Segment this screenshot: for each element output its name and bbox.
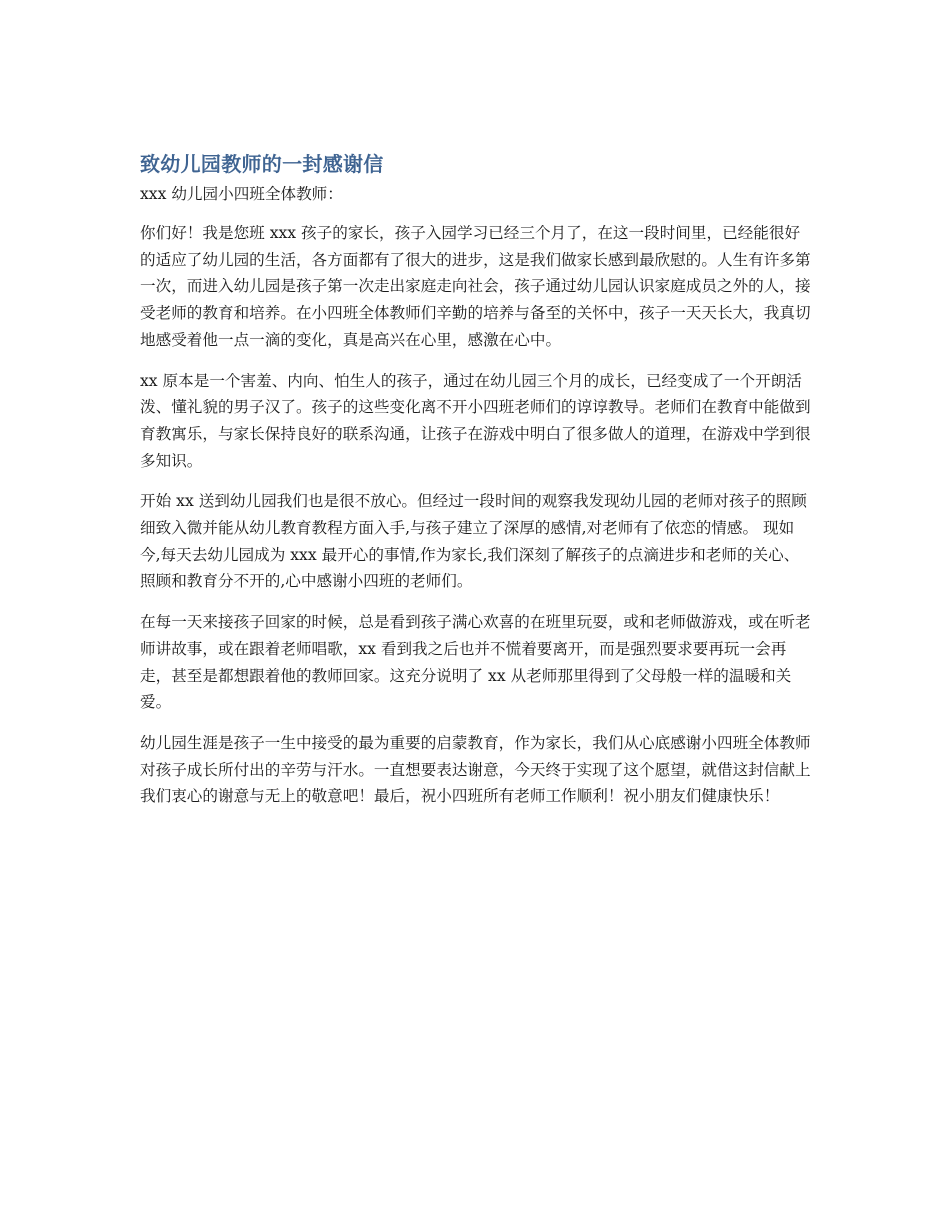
letter-paragraph: 幼儿园生涯是孩子一生中接受的最为重要的启蒙教育，作为家长，我们从心底感谢小四班全体教师对孩子成长所付出的辛劳与汗水。一直想要表达谢意，今天终于实现了这个愿望，就借这封信献上我们衷心的谢意与无上的敬意吧！最后，祝小四班所有老师工作顺利！祝小朋友们健康快乐！ bbox=[140, 733, 811, 806]
letter-paragraph: 在每一天来接孩子回家的时候，总是看到孩子满心欢喜的在班里玩耍，或和老师做游戏，或在听老师讲故事，或在跟着老师唱歌，xx 看到我之后也并不慌着要离开，而是强烈要求要再玩一会再走，甚至是都想跟着他的教师回家。这充分说明了 xx 从老师那里得到了父母般一样的温暖和关爱。 bbox=[140, 613, 811, 712]
letter-paragraph: xx 原本是一个害羞、内向、怕生人的孩子，通过在幼儿园三个月的成长，已经变成了一个开朗活泼、懂礼貌的男子汉了。孩子的这些变化离不开小四班老师们的谆谆教导。老师们在教育中能做到育教寓乐，与家长保持良好的联系沟通，让孩子在游戏中明白了很多做人的道理，在游戏中学到很多知识。 bbox=[140, 371, 811, 470]
letter-title: 致幼儿园教师的一封感谢信 bbox=[140, 152, 384, 176]
letter-page bbox=[140, 148, 812, 824]
letter-paragraph: 你们好！我是您班 xxx 孩子的家长，孩子入园学习已经三个月了，在这一段时间里，已经能很好的适应了幼儿园的生活，各方面都有了很大的进步，这是我们做家长感到最欣慰的。人生有许多第一次，而进入幼儿园是孩子第一次走出家庭走向社会，孩子通过幼儿园认识家庭成员之外的人，接受老师的教育和培养。在小四班全体教师们辛勤的培养与备至的关怀中，孩子一天天长大，我真切地感受着他一点一滴的变化，真是高兴在心里，感激在心中。 bbox=[140, 224, 811, 349]
letter-salutation: xxx 幼儿园小四班全体教师： bbox=[140, 185, 343, 203]
letter-paragraph: 开始 xx 送到幼儿园我们也是很不放心。但经过一段时间的观察我发现幼儿园的老师对孩子的照顾细致入微并能从幼儿教育教程方面入手,与孩子建立了深厚的感情,对老师有了依恋的情感。 现如今,每天去幼儿园成为 xxx 最开心的事情,作为家长,我们深刻了解孩子的点滴进步和老师的关心、照顾和教育分不开的,心中感谢小四班的老师们。 bbox=[140, 492, 807, 591]
